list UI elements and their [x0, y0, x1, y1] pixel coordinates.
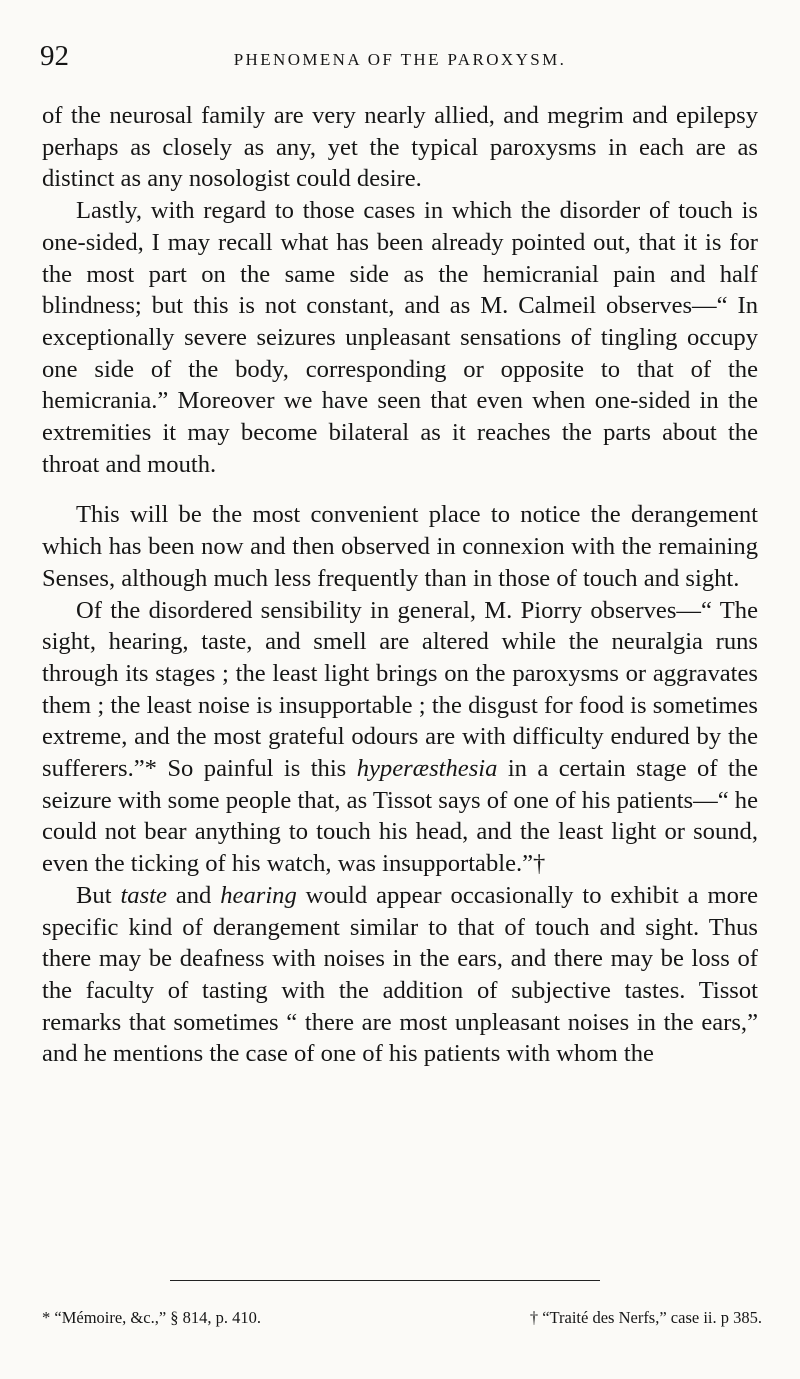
footnote-1: * “Mémoire, &c.,” § 814, p. 410.: [42, 1308, 262, 1327]
paragraph-continuation: of the neurosal family are very nearly allied, and megrim and epilepsy perhaps as closely as any, yet the typical paroxysms in each are as distinct as any nosologist could desire.: [42, 102, 758, 193]
text-run: in a certain stage of the seizure with some people that, as Tissot says of one of his patients—“ he could not bear anything to touch his head, and the least light or sound, even the ticking of his watch, was insupportable.”†: [42, 755, 759, 878]
footnote-2: † “Traité des Nerfs,” case ii. p 385.: [529, 1308, 762, 1327]
italic-term: hearing: [220, 881, 297, 909]
italic-term: taste: [120, 881, 167, 909]
page-header: [40, 40, 760, 80]
text-run: and: [166, 881, 221, 909]
paragraph-one-sided-touch: Lastly, with regard to those cases in which the disorder of touch is one-sided, I may recall what has been already pointed out, that it is for the most part on the same side as the hemicranial pain and half blindness; but this is not constant, and as M. Calmeil observes—“ In exceptionally severe seizures unpleasant sensations of tingling occupy one side of the body, corresponding or opposite to that of the hemicrania.” Moreover we have seen that even when one-sided in the extremities it may become bilateral as it reaches the parts about the throat and mouth.: [42, 197, 758, 478]
running-title: PHENOMENA OF THE PAROXYSM.: [233, 50, 567, 69]
body-text: [42, 100, 758, 1070]
paragraph-disordered-sensibility: [42, 595, 758, 880]
text-run: Of the disordered sensibility in general, M. Piorry observes—“ The sight, hearing, taste, and smell are altered while the neuralgia runs through its stages ; the least light brings on the paroxysms or aggravates them ; the least noise is insupportable ; the disgust for food is sometimes extreme, and the most grateful odours are with difficulty endured by the sufferers.”* So painful is this: [42, 596, 758, 783]
text-run: But: [76, 881, 121, 909]
paragraph-remaining-senses: This will be the most convenient place to notice the derangement which has been now and then observed in connexion with the remaining Senses, although much less frequently than in those of touch and sight.: [42, 501, 758, 592]
footnote-divider: [170, 1280, 600, 1281]
italic-term: hyperæsthesia: [356, 755, 498, 783]
paragraph-taste-hearing: [42, 880, 758, 1070]
page-number: 92: [40, 40, 69, 72]
text-run: would appear occasionally to exhibit a more specific kind of derangement similar to that of touch and sight. Thus there may be deafness with noises in the ears, and there may be loss of the faculty of tasting with the addition of subjective tastes. Tissot remarks that sometimes “ there are most unpleasant noises in the ears,” and he mentions the case of one of his patients with whom the: [42, 881, 758, 1068]
